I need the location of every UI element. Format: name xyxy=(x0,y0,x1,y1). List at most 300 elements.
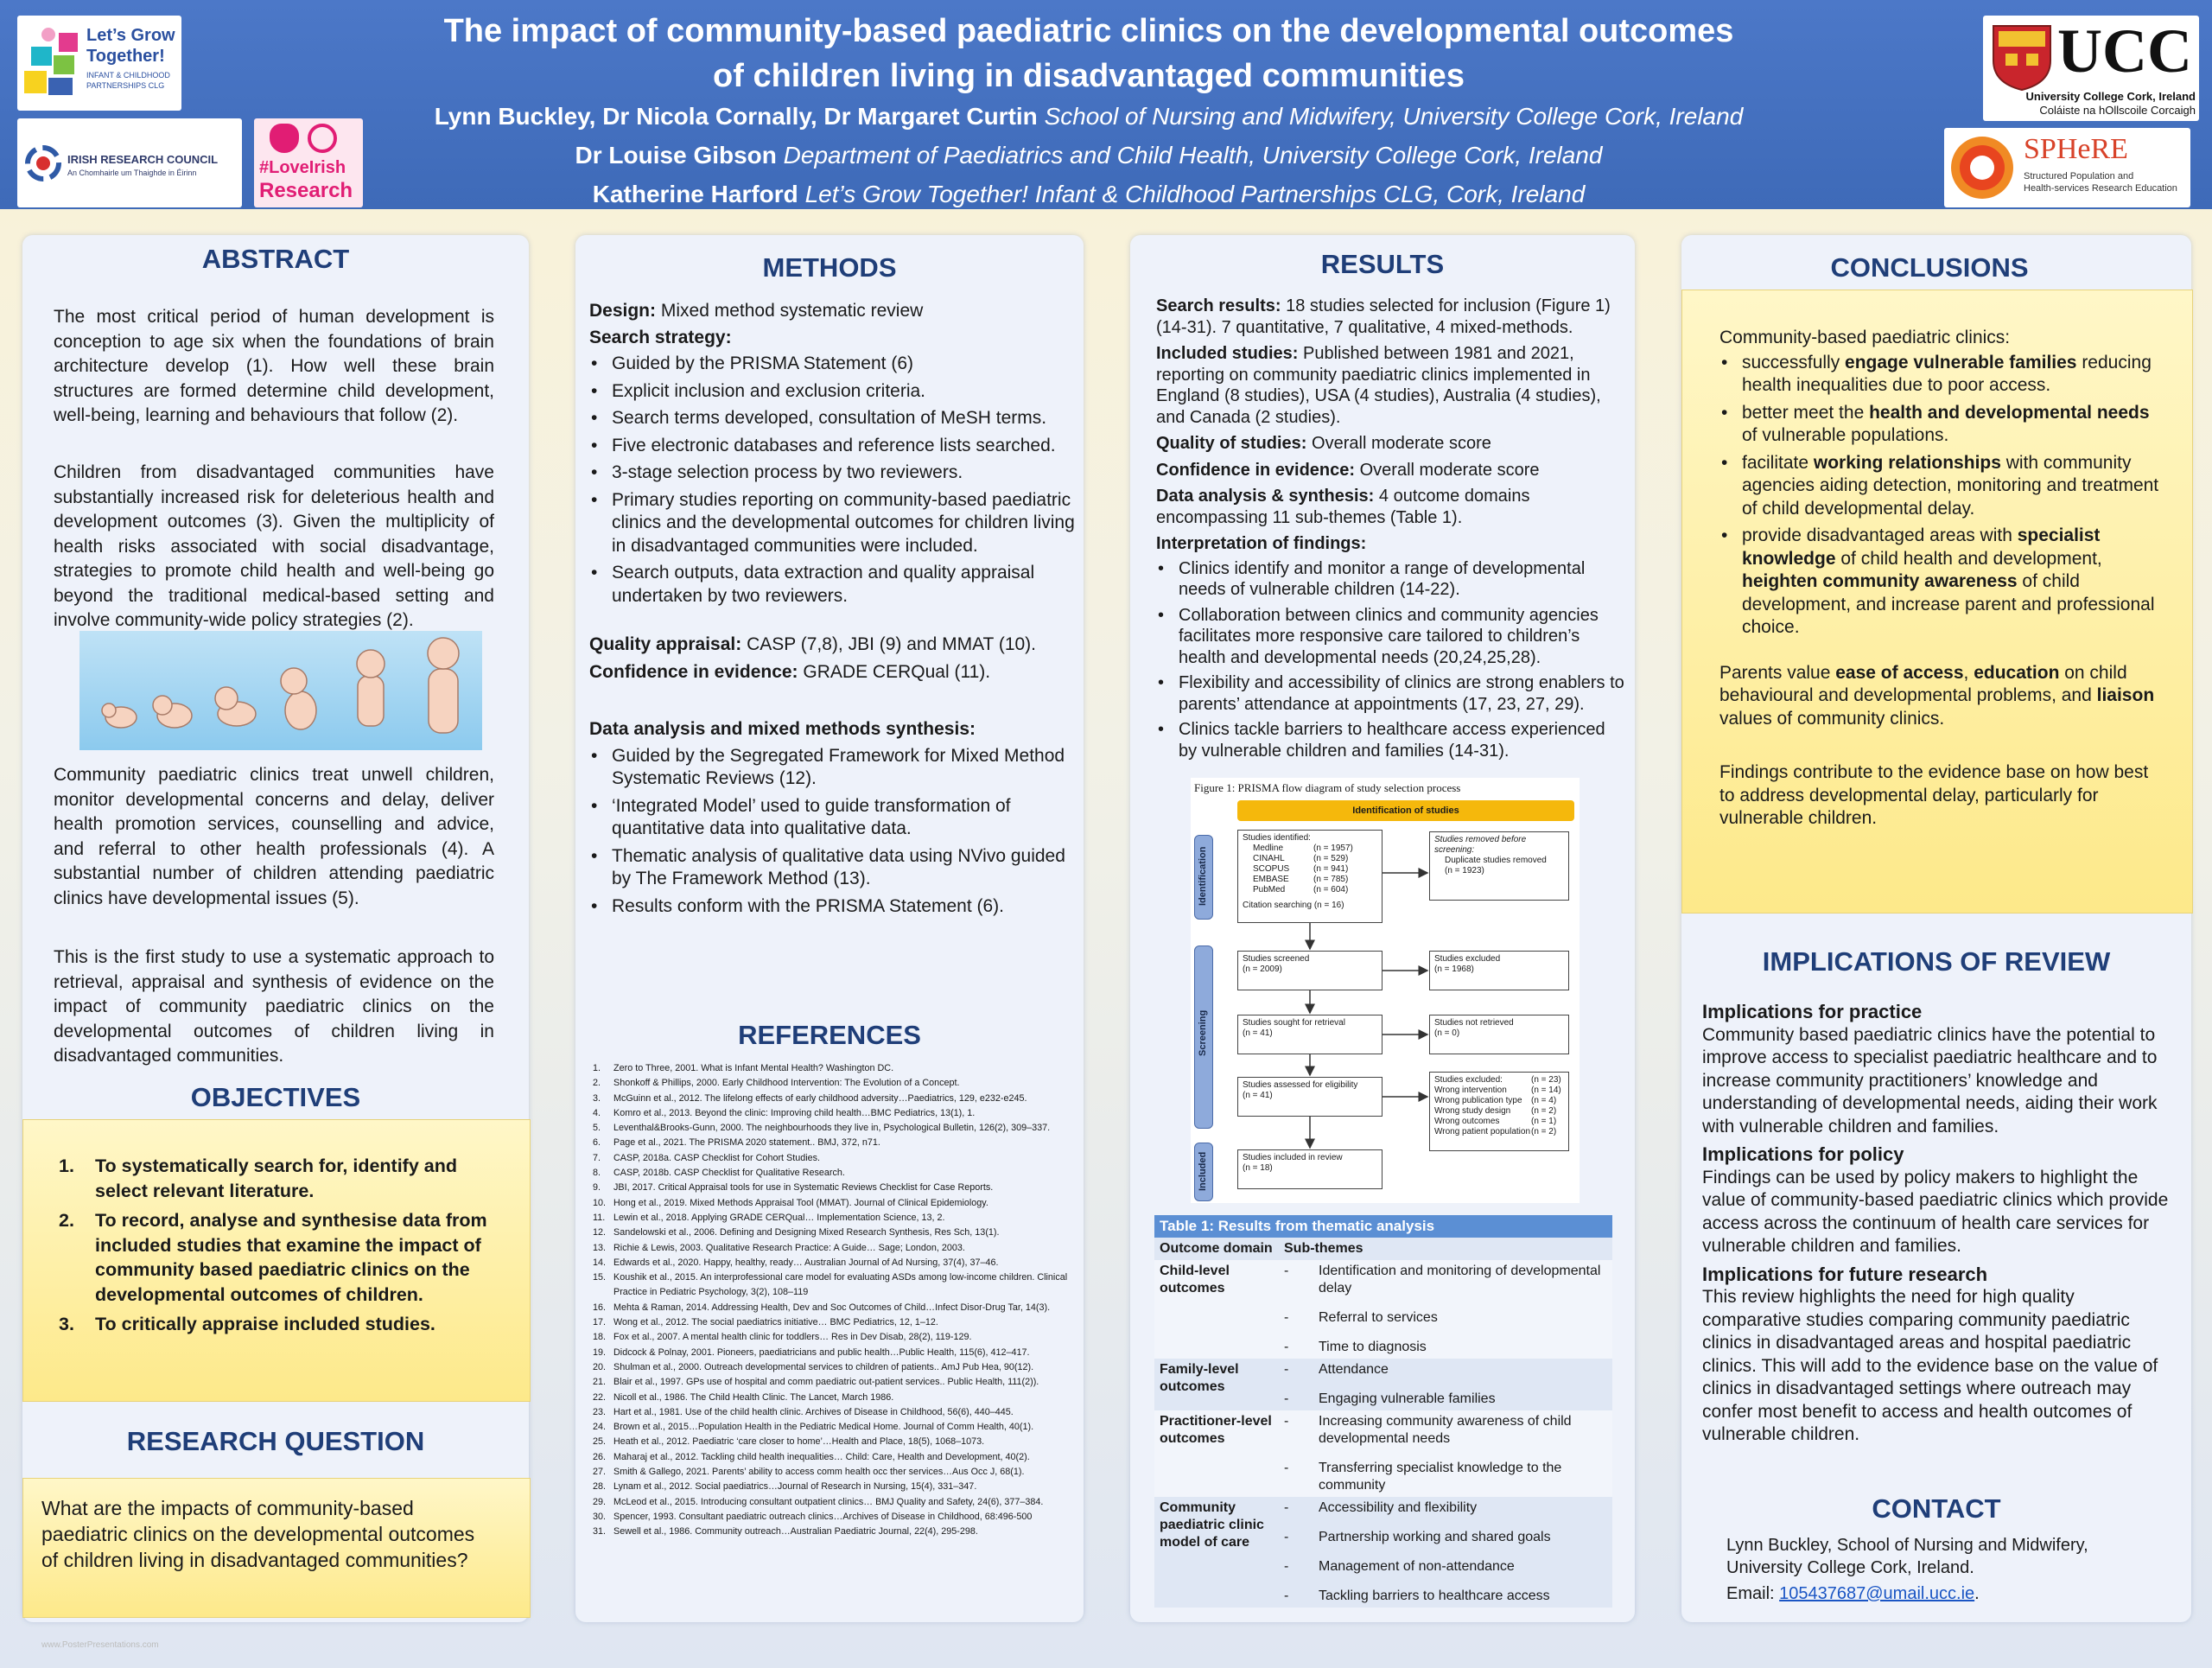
search-item: • Explicit inclusion and exclusion criteria. xyxy=(612,380,1082,404)
result-text: 18 studies selected for inclusion (Figure 1) (14-31). 7 quantitative, 7 qualitative, 4 mixed-methods. xyxy=(1156,296,1611,337)
subtheme-text: Time to diagnosis xyxy=(1319,1340,1427,1354)
subtheme: - Identification and monitoring of developmental delay xyxy=(1284,1263,1607,1297)
table-domain: Community paediatric clinic model of care xyxy=(1160,1500,1264,1550)
result-row xyxy=(1156,296,1624,338)
excluded-reason: Wrong patient population xyxy=(1434,1127,1531,1136)
table-subthemes xyxy=(1279,1359,1612,1410)
reference-item xyxy=(593,1136,1082,1150)
reference-number: 19. xyxy=(593,1346,607,1358)
table-domain: Child-level outcomes xyxy=(1160,1264,1230,1296)
reference-number: 28. xyxy=(593,1481,607,1493)
subtheme-text: Attendance xyxy=(1319,1362,1389,1377)
db-count: (n = 529) xyxy=(1313,854,1349,863)
reference-number: 6. xyxy=(593,1137,601,1149)
reference-number: 13. xyxy=(593,1242,607,1253)
methods-body xyxy=(589,300,1082,922)
interpretation-label: Interpretation of findings: xyxy=(1156,534,1367,553)
baby-development-illustration xyxy=(79,631,482,750)
irc-mark-icon xyxy=(22,143,64,184)
practice-label: Implications for practice xyxy=(1702,1001,1923,1022)
text-run: successfully xyxy=(1742,352,1846,372)
author-names: Lynn Buckley, Dr Nicola Cornally, Dr Margaret Curtin xyxy=(434,103,1038,130)
reference-number: 8. xyxy=(593,1168,601,1179)
love-irish-research-logo xyxy=(254,118,363,207)
reference-text: CASP, 2018b. CASP Checklist for Qualitative Research. xyxy=(613,1168,845,1179)
reference-text: Heath et al., 2012. Paediatric ‘care closer to home’…Health and Place, 18(5), 1068–1073. xyxy=(613,1436,985,1448)
reference-item xyxy=(593,1450,1082,1465)
reference-number: 10. xyxy=(593,1197,607,1208)
excluded-reason-count: (n = 2) xyxy=(1531,1127,1557,1136)
references-list xyxy=(593,1061,1082,1540)
abstract-heading: ABSTRACT xyxy=(201,244,350,274)
reference-text: CASP, 2018a. CASP Checklist for Cohort Studies. xyxy=(613,1152,821,1163)
poster-title xyxy=(363,9,1815,99)
excluded-reason-row xyxy=(1434,1117,1564,1127)
objective-text: To critically appraise included studies. xyxy=(95,1314,435,1334)
text-run: reducing health inequalities due to poor access. xyxy=(1742,352,2152,395)
conclusions-list xyxy=(1719,352,2164,640)
contact-body xyxy=(1726,1534,2158,1605)
thematic-table xyxy=(1154,1215,1612,1608)
db-name: Medline xyxy=(1253,844,1284,853)
reference-number: 31. xyxy=(593,1526,607,1537)
abstract-paragraph-1: The most critical period of human development is conception to age six when the foundations of brain architecture develop (1). How well these brain structures are formed determine child development, well-being, learning and behaviours that follow (2). xyxy=(54,307,494,425)
reference-number: 27. xyxy=(593,1467,607,1478)
conclusion-item xyxy=(1742,402,2164,448)
emphasis: liaison xyxy=(2096,685,2155,705)
ucc-logo xyxy=(1983,16,2199,121)
table-row xyxy=(1154,1260,1612,1359)
reference-number: 18. xyxy=(593,1332,607,1343)
reference-item xyxy=(593,1346,1082,1360)
subtheme: - Tackling barriers to healthcare access xyxy=(1284,1588,1550,1603)
emphasis: education xyxy=(1974,662,2060,683)
subtheme: - Engaging vulnerable families xyxy=(1284,1391,1496,1406)
baby-growth-stages-icon xyxy=(79,631,482,750)
conclusions-intro: Community-based paediatric clinics: xyxy=(1719,328,2011,347)
abstract-paragraph-4: This is the first study to use a systematic approach to retrieval, appraisal and synthesis of evidence on the impact of community paediatric clinics on the developmental outcomes of children living in disadvantaged communities. xyxy=(54,947,494,1066)
search-strategy-list xyxy=(589,353,1082,608)
analysis-item: • ‘Integrated Model’ used to guide transformation of quantitative data into qualitative data. xyxy=(612,795,1082,841)
reference-number: 26. xyxy=(593,1451,607,1462)
reference-text: Komro et al., 2013. Beyond the clinic: Improving child health…BMC Pediatrics, 13(1), 1. xyxy=(613,1107,976,1118)
reference-item xyxy=(593,1391,1082,1405)
reference-number: 5. xyxy=(593,1123,601,1134)
conclusions-heading: CONCLUSIONS xyxy=(1830,252,2029,283)
excluded-reason-row xyxy=(1434,1085,1564,1096)
not-retrieved-count: (n = 0) xyxy=(1434,1028,1460,1038)
studies-sought-box xyxy=(1237,1015,1382,1054)
ireland-heart-icon xyxy=(270,124,299,153)
design-line xyxy=(589,300,1082,323)
text-run: of child health and development, xyxy=(1835,548,2102,569)
emphasis: working relationships xyxy=(1813,452,2001,473)
reference-number: 15. xyxy=(593,1272,607,1283)
ucc-letters: UCC xyxy=(2057,16,2192,86)
result-label: Included studies: xyxy=(1156,344,1299,363)
included-label: Included xyxy=(1198,1151,1208,1191)
identified-row xyxy=(1243,864,1377,875)
subtheme-text: Referral to services xyxy=(1319,1310,1438,1325)
text-run: of child development, and increase parent and professional choice. xyxy=(1742,571,2155,637)
result-label: Search results: xyxy=(1156,296,1281,315)
reference-item xyxy=(593,1166,1082,1181)
implications-body xyxy=(1702,1001,2169,1447)
not-retrieved-label: Studies not retrieved xyxy=(1434,1018,1514,1028)
search-strategy-label: Search strategy: xyxy=(589,327,732,347)
excluded-reason: Wrong study design xyxy=(1434,1106,1511,1116)
included-label-text: Studies included in review xyxy=(1243,1153,1343,1162)
subtheme: - Management of non-attendance xyxy=(1284,1559,1515,1574)
abstract-paragraph-2: Children from disadvantaged communities have substantially increased risk for deleterious health and development outcomes (3). Given the multiplicity of health risks associated with social disadvantage, strategies to promote child health and well-being go beyond the traditional medical-based setting and involve community-wide policy strategies (2). xyxy=(54,462,494,630)
db-name: EMBASE xyxy=(1253,875,1289,884)
reference-item xyxy=(593,1360,1082,1375)
author-affiliation: Department of Paediatrics and Child Health, University College Cork, Ireland xyxy=(783,142,1603,169)
db-name: PubMed xyxy=(1253,885,1286,894)
reference-number: 25. xyxy=(593,1436,607,1448)
db-count: (n = 941) xyxy=(1313,864,1349,874)
research-question-heading: RESEARCH QUESTION xyxy=(126,1426,425,1456)
result-text: Overall moderate score xyxy=(1312,434,1491,453)
lgt-sub-line2: PARTNERSHIPS CLG xyxy=(86,81,165,90)
reference-number: 22. xyxy=(593,1391,607,1403)
reference-text: Maharaj et al., 2012. Tackling child health inequalities… Child: Care, Health and Development, 40(2). xyxy=(613,1451,1030,1462)
reference-text: Hart et al., 1981. Use of the child health clinic. Archives of Disease in Childhood, 56(6), 440–445. xyxy=(613,1406,1014,1417)
text-run: better meet the xyxy=(1742,402,1870,423)
interpretation-item: • Collaboration between clinics and community agencies facilitates more responsive care tailored to children’s health and developmental needs (20,24,25,28). xyxy=(1179,605,1624,669)
thematic-table-grid xyxy=(1154,1238,1612,1608)
emphasis: health and developmental needs xyxy=(1869,402,2150,423)
email-link[interactable]: 105437687@umail.ucc.ie xyxy=(1779,1584,1975,1603)
sphere-logo xyxy=(1944,128,2190,207)
interpretation-item: • Clinics tackle barriers to healthcare access experienced by vulnerable children and families (14-31). xyxy=(1179,719,1624,761)
reference-item xyxy=(593,1465,1082,1480)
implications-heading: IMPLICATIONS OF REVIEW xyxy=(1762,946,2111,977)
subtheme: - Referral to services xyxy=(1284,1310,1438,1325)
excluded-reason: Wrong outcomes xyxy=(1434,1117,1500,1126)
studies-not-retrieved-box xyxy=(1429,1015,1569,1054)
practice-text: Community based paediatric clinics have the potential to improve access to specialist paediatric healthcare and to increase community practitioners’ knowledge and understanding of developmental needs, aiding their work with vulnerable children and families. xyxy=(1702,1024,2158,1136)
contact-email-line xyxy=(1726,1582,2158,1605)
reference-text: Blair et al., 1997. GPs use of hospital and comm paediatric out-patient services.. Public Health, 111(2)). xyxy=(613,1377,1039,1388)
contact-heading: CONTACT xyxy=(1872,1493,2001,1524)
confidence-line xyxy=(589,661,1082,684)
excluded-reason-count: (n = 1) xyxy=(1531,1117,1557,1126)
objective-number: 1. xyxy=(59,1156,74,1176)
objective-number: 3. xyxy=(59,1314,74,1334)
reference-number: 21. xyxy=(593,1377,607,1388)
reference-text: Sewell et al., 1986. Community outreach…Australian Paediatric Journal, 22(4), 295-298. xyxy=(613,1526,978,1537)
reference-item xyxy=(593,1480,1082,1494)
removed-count: (n = 1923) xyxy=(1445,866,1484,875)
reference-number: 29. xyxy=(593,1496,607,1507)
search-item: • Guided by the PRISMA Statement (6) xyxy=(612,353,1082,376)
reference-text: Didcock & Polnay, 2001. Pioneers, paediatricians and public health…Public Health, 115(6), 412–417. xyxy=(613,1346,1030,1358)
reference-item xyxy=(593,1495,1082,1510)
author-row xyxy=(363,97,1815,136)
reference-item xyxy=(593,1375,1082,1390)
research-question-text: What are the impacts of community-based paediatric clinics on the developmental outcomes of children living in disadvantaged communities? xyxy=(41,1497,475,1571)
reference-text: Mehta & Raman, 2014. Addressing Health, Dev and Soc Outcomes of Child…Infect Disor-Drug Tar, 14(3). xyxy=(613,1302,1051,1313)
reference-item xyxy=(593,1061,1082,1076)
excluded-reason: Wrong publication type xyxy=(1434,1096,1522,1105)
reference-item xyxy=(593,1121,1082,1136)
reference-item xyxy=(593,1076,1082,1091)
objective-item xyxy=(59,1312,499,1337)
text-run: with community agencies aiding detection, monitoring and treatment of child developmental delay. xyxy=(1742,452,2159,519)
ucc-line-2: Coláiste na hOllscoile Corcaigh xyxy=(2039,104,2196,117)
author-list xyxy=(363,97,1815,213)
analysis-item: • Thematic analysis of qualitative data using NVivo guided by The Framework Method (13). xyxy=(612,845,1082,891)
author-affiliation: Let’s Grow Together! Infant & Childhood Partnerships CLG, Cork, Ireland xyxy=(804,181,1586,207)
reference-text: Nicoll et al., 1986. The Child Health Clinic. The Lancet, March 1986. xyxy=(613,1391,894,1403)
excluded-reason-count: (n = 4) xyxy=(1531,1096,1557,1105)
screened-label: Studies screened xyxy=(1243,954,1310,964)
reference-number: 11. xyxy=(593,1212,606,1223)
excluded-reason-row xyxy=(1434,1096,1564,1106)
reference-number: 24. xyxy=(593,1422,607,1433)
lgt-name-line2: Together! xyxy=(86,47,165,66)
removed-duplicates: Duplicate studies removed xyxy=(1445,856,1547,865)
analysis-label: Data analysis and mixed methods synthesis: xyxy=(589,719,976,739)
reference-text: Fox et al., 2007. A mental health clinic for toddlers… Res in Dev Disab, 28(2), 119-129. xyxy=(613,1332,972,1343)
db-name: SCOPUS xyxy=(1253,864,1290,874)
objective-text: To systematically search for, identify and select relevant literature. xyxy=(95,1156,457,1201)
search-item: • Search terms developed, consultation of MeSH terms. xyxy=(612,407,1082,430)
text-run: provide disadvantaged areas with xyxy=(1742,525,2018,545)
author-names: Katherine Harford xyxy=(592,181,798,207)
reference-item xyxy=(593,1420,1082,1435)
analysis-item: • Results conform with the PRISMA Statement (6). xyxy=(612,895,1082,919)
reference-text: Page et al., 2021. The PRISMA 2020 statement.. BMJ, 372, n71. xyxy=(613,1137,880,1149)
subtheme: - Partnership working and shared goals xyxy=(1284,1530,1551,1544)
subtheme: - Time to diagnosis xyxy=(1284,1340,1427,1354)
db-count: (n = 1957) xyxy=(1313,844,1353,853)
excluded-reason-row xyxy=(1434,1075,1564,1085)
reference-item xyxy=(593,1181,1082,1195)
table-header-subthemes: Sub-themes xyxy=(1284,1241,1363,1256)
studies-excluded-box xyxy=(1429,951,1569,990)
reference-text: Smith & Gallego, 2021. Parents’ ability to access comm health occ ther services…Aus Occ J, 68(1). xyxy=(613,1467,1025,1478)
table-header-row xyxy=(1154,1238,1612,1260)
reference-text: Wong et al., 2012. The social paediatrics initiative… BMC Pediatrics, 12, 1–12. xyxy=(613,1317,938,1328)
reference-item xyxy=(593,1405,1082,1420)
result-label: Confidence in evidence: xyxy=(1156,460,1356,480)
table-domain: Practitioner-level outcomes xyxy=(1160,1414,1272,1446)
identification-label: Identification xyxy=(1198,846,1208,906)
abstract-panel xyxy=(22,235,529,1622)
future-research-label: Implications for future research xyxy=(1702,1263,1988,1285)
reference-item xyxy=(593,1256,1082,1270)
table-row xyxy=(1154,1410,1612,1497)
excluded-reason-row xyxy=(1434,1127,1564,1137)
lgt-name-line1: Let’s Grow xyxy=(86,26,175,45)
reference-number: 9. xyxy=(593,1182,601,1194)
result-text: 4 outcome domains encompassing 11 sub-themes (Table 1). xyxy=(1156,487,1530,527)
analysis-list xyxy=(589,745,1082,919)
excluded-reasons-count: (n = 23) xyxy=(1531,1075,1561,1085)
table-subthemes xyxy=(1279,1410,1612,1497)
reference-number: 17. xyxy=(593,1317,607,1328)
reference-item xyxy=(593,1525,1082,1539)
prisma-figure xyxy=(1191,778,1580,1203)
objective-number: 2. xyxy=(59,1210,74,1231)
reference-number: 16. xyxy=(593,1302,607,1313)
reference-text: Shonkoff & Phillips, 2000. Early Childhood Intervention: The Evolution of a Concept. xyxy=(613,1078,960,1089)
objectives-heading: OBJECTIVES xyxy=(190,1082,361,1112)
contact-line-1: Lynn Buckley, School of Nursing and Midwifery, xyxy=(1726,1536,2088,1555)
result-row xyxy=(1156,343,1624,428)
studies-removed-box xyxy=(1429,831,1569,901)
future-research-text: This review highlights the need for high quality comparative studies comparing community paediatric clinics in disadvantaged areas and hospital paediatric clinics. This will add to the evidence base on the value of clinics in disadvantaged settings where outreach may confer most benefit to access and health outcomes of vulnerable children. xyxy=(1702,1287,2158,1444)
abstract-paragraph-3: Community paediatric clinics treat unwell children, monitor developmental concerns and delay, deliver health promotion services, counselling and advice, and referral to other health professionals (4). A substantial number of children attending paediatric clinics have developmental issues (5). xyxy=(54,765,494,908)
quality-label: Quality appraisal: xyxy=(589,634,742,654)
poster-header xyxy=(0,0,2212,209)
emphasis: heighten community awareness xyxy=(1742,571,2018,591)
conclusions-body xyxy=(1719,327,2164,831)
reference-number: 3. xyxy=(593,1092,601,1104)
ucc-crest-icon xyxy=(1990,22,2054,92)
objective-item xyxy=(59,1208,499,1307)
conclusion-item xyxy=(1742,352,2164,398)
reference-text: Koushik et al., 2015. An interprofessional care model for evaluating ASDs among low-income children. Clinical Practice in Pediatric Psychology, 3(2), 108–119 xyxy=(613,1272,1068,1298)
methods-heading: METHODS xyxy=(762,252,897,283)
reference-text: Edwards et al., 2020. Happy, healthy, ready… Australian Journal of Ad Nursing, 37(4), 37–46. xyxy=(613,1257,999,1268)
reference-text: Hong et al., 2019. Mixed Methods Appraisal Tool (MMAT). Journal of Clinical Epidemiology. xyxy=(613,1197,988,1208)
ucc-line-1: University College Cork, Ireland xyxy=(2025,90,2196,103)
citation-searching: Citation searching (n = 16) xyxy=(1243,901,1344,910)
subtheme-text: Partnership working and shared goals xyxy=(1319,1530,1551,1544)
search-item: • Five electronic databases and reference lists searched. xyxy=(612,435,1082,458)
db-count: (n = 604) xyxy=(1313,885,1349,894)
reference-item xyxy=(593,1106,1082,1121)
conclusions-findings-paragraph: Findings contribute to the evidence base on how best to address developmental delay, particularly for vulnerable children. xyxy=(1719,762,2149,828)
reference-item xyxy=(593,1330,1082,1345)
excluded-reason-count: (n = 2) xyxy=(1531,1106,1557,1116)
conclusion-item xyxy=(1742,525,2164,640)
studies-identified-box xyxy=(1237,830,1382,923)
sought-count: (n = 41) xyxy=(1243,1028,1273,1038)
sphere-name: SPHeRE xyxy=(2024,133,2128,165)
table-domain: Family-level outcomes xyxy=(1160,1362,1239,1394)
analysis-item: • Guided by the Segregated Framework for Mixed Method Systematic Reviews (12). xyxy=(612,745,1082,791)
reference-item xyxy=(593,1315,1082,1330)
irish-research-council-logo xyxy=(17,118,242,207)
policy-text: Findings can be used by policy makers to highlight the value of community-based paediatric clinics which provide access across the continuum of health care services for vulnerable children and families. xyxy=(1702,1167,2169,1256)
objectives-list xyxy=(59,1154,499,1337)
reference-number: 12. xyxy=(593,1227,607,1238)
design-text: Mixed method systematic review xyxy=(660,301,924,321)
reference-text: Sandelowski et al., 2006. Defining and Designing Mixed Research Synthesis, Res Sch, 13(1). xyxy=(613,1227,1000,1238)
subtheme: - Increasing community awareness of child developmental needs xyxy=(1284,1413,1607,1448)
reference-text: Lewin et al., 2018. Applying GRADE CERQual… Implementation Science, 13, 2. xyxy=(613,1212,945,1223)
result-text: Overall moderate score xyxy=(1359,460,1540,480)
irc-sub: An Chomhairle um Thaighde in Éirinn xyxy=(67,169,197,177)
text-run: of vulnerable populations. xyxy=(1742,425,1949,445)
search-item: • 3-stage selection process by two reviewers. xyxy=(612,462,1082,485)
table-row xyxy=(1154,1497,1612,1608)
studies-assessed-box xyxy=(1237,1077,1382,1117)
loveirish-tag: #LoveIrish xyxy=(259,158,346,177)
email-label: Email: xyxy=(1726,1584,1780,1603)
result-label: Data analysis & synthesis: xyxy=(1156,487,1375,506)
conclusion-item xyxy=(1742,452,2164,521)
reference-text: Zero to Three, 2001. What is Infant Mental Health? Washington DC. xyxy=(613,1063,894,1073)
reference-number: 20. xyxy=(593,1361,607,1372)
table-subthemes xyxy=(1279,1497,1612,1608)
interpretation-list xyxy=(1156,558,1624,762)
screened-count: (n = 2009) xyxy=(1243,965,1282,974)
reference-item xyxy=(593,1196,1082,1211)
reference-item xyxy=(593,1211,1082,1226)
included-count: (n = 18) xyxy=(1243,1163,1273,1173)
reference-item xyxy=(593,1301,1082,1315)
result-row xyxy=(1156,433,1624,455)
confidence-label: Confidence in evidence: xyxy=(589,661,798,682)
magnifier-icon xyxy=(308,124,337,153)
quality-text: CASP (7,8), JBI (9) and MMAT (10). xyxy=(747,634,1037,654)
loveirish-word: Research xyxy=(259,179,353,202)
title-line-2: of children living in disadvantaged communities xyxy=(713,58,1465,94)
reference-number: 30. xyxy=(593,1511,607,1522)
sphere-sun-icon xyxy=(1948,133,2017,202)
irc-name: IRISH RESEARCH COUNCIL xyxy=(67,153,219,166)
reference-number: 23. xyxy=(593,1406,607,1417)
reference-item xyxy=(593,1092,1082,1106)
excluded-reasons-title: Studies excluded: xyxy=(1434,1075,1503,1085)
studies-included-box xyxy=(1237,1149,1382,1189)
lets-grow-together-logo xyxy=(17,16,181,111)
interpretation-item: • Flexibility and accessibility of clinics are strong enablers to parents’ attendance at appointments (17, 23, 27, 29). xyxy=(1179,672,1624,715)
reference-text: Leventhal&Brooks-Gunn, 2000. The neighbourhoods they live in, Psychological Bulletin, 126(2), 309–337. xyxy=(613,1123,1051,1134)
excluded-reason: Wrong intervention xyxy=(1434,1085,1507,1095)
emphasis: engage vulnerable families xyxy=(1845,352,2077,372)
reference-item xyxy=(593,1510,1082,1525)
subtheme: - Attendance xyxy=(1284,1362,1389,1377)
reference-item xyxy=(593,1270,1082,1301)
identified-row xyxy=(1243,885,1377,895)
subtheme-text: Increasing community awareness of child developmental needs xyxy=(1319,1414,1572,1446)
subtheme: - Transferring specialist knowledge to the community xyxy=(1284,1460,1607,1494)
reference-text: Lynam et al., 2012. Social paediatrics…Journal of Research in Nursing, 15(4), 331–347. xyxy=(613,1481,977,1493)
table-header-domain: Outcome domain xyxy=(1160,1241,1273,1256)
reference-text: Shulman et al., 2000. Outreach developmental services to children of patients.. AmJ Pub Hea, 90(12). xyxy=(613,1361,1034,1372)
search-item: • Primary studies reporting on community-based paediatric clinics and the developmental outcomes for children living in disadvantaged communities were included. xyxy=(612,489,1082,558)
reference-number: 14. xyxy=(593,1257,607,1268)
screening-label: Screening xyxy=(1198,1009,1208,1056)
author-row xyxy=(363,136,1815,175)
reference-number: 7. xyxy=(593,1152,601,1163)
interpretation-item: • Clinics identify and monitor a range of developmental needs of vulnerable children (14-22). xyxy=(1179,558,1624,601)
excluded-reason-row xyxy=(1434,1106,1564,1117)
quality-line xyxy=(589,633,1082,657)
colour-blocks-icon xyxy=(24,28,81,97)
text-run: facilitate xyxy=(1742,452,1814,473)
subtheme-text: Engaging vulnerable families xyxy=(1319,1391,1496,1406)
reference-item xyxy=(593,1435,1082,1449)
identified-row xyxy=(1243,875,1377,885)
emphasis: specialist knowledge xyxy=(1742,525,2101,569)
reference-number: 4. xyxy=(593,1107,601,1118)
reference-text: Spencer, 1993. Consultant paediatric outreach clinics…Archives of Disease in Childhood, 68:496-500 xyxy=(613,1511,1033,1522)
studies-excluded-reasons-box xyxy=(1429,1072,1569,1151)
removed-title: Studies removed before screening: xyxy=(1434,835,1527,855)
db-name: CINAHL xyxy=(1253,854,1285,863)
text-run: , xyxy=(1963,662,1974,683)
studies-screened-box xyxy=(1237,951,1382,990)
emphasis: ease of access xyxy=(1835,662,1964,683)
figure-caption: Figure 1: PRISMA flow diagram of study selection process xyxy=(1194,781,1461,794)
